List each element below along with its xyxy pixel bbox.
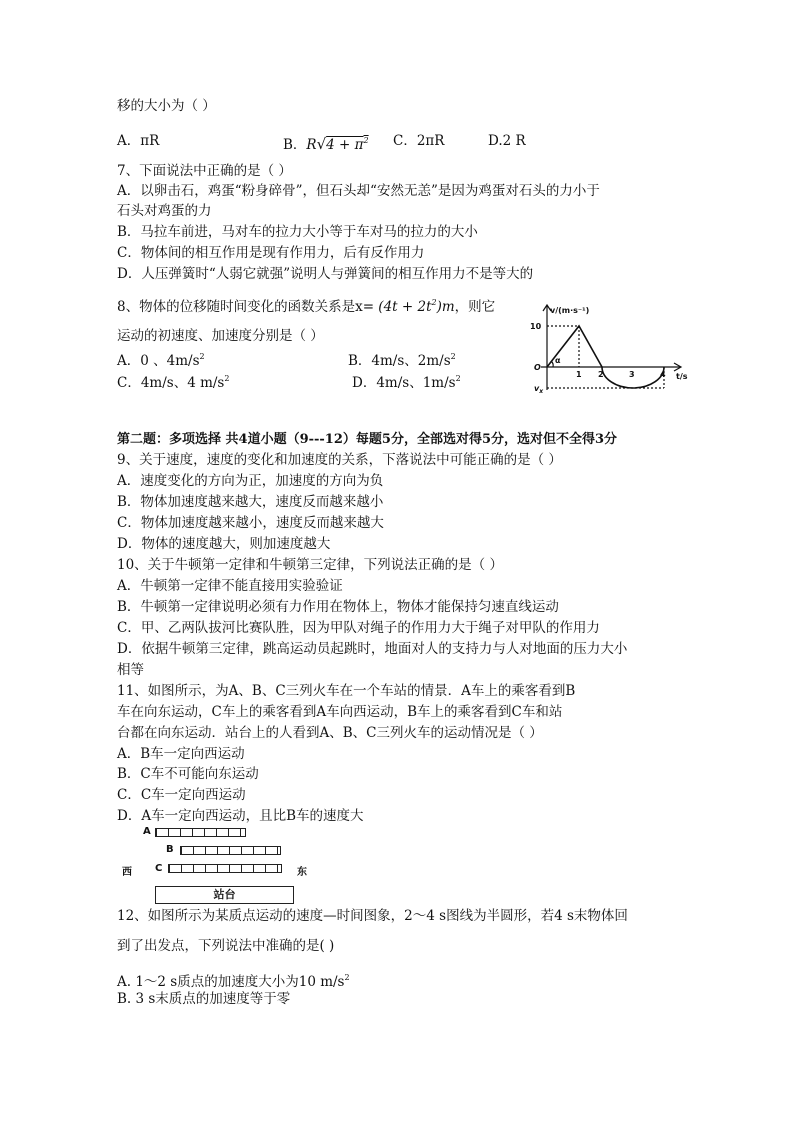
q8-stem xyxy=(117,293,495,317)
q10-option-b: B．牛顿第一定律说明必须有力作用在物体上，物体才能保持匀速直线运动 xyxy=(117,599,559,615)
q7-stem: 7、下面说法中正确的是（ ） xyxy=(117,163,292,179)
train-b-label: B xyxy=(166,844,174,855)
q8-stem-text: 8、物体的位移随时间变化的函数关系是x xyxy=(117,299,363,315)
q8-option-b-text: B．4m/s、2m/s xyxy=(348,353,451,369)
q6-option-d: D.2 R xyxy=(488,133,526,149)
q10-stem: 10、关于牛顿第一定律和牛顿第三定律，下列说法正确的是（ ） xyxy=(117,557,503,573)
q8-formula-main: = (4t + 2t xyxy=(362,299,432,315)
q6-option-b xyxy=(283,131,369,155)
q7-option-b: B．马拉车前进，马对车的拉力大小等于车对马的拉力的大小 xyxy=(117,224,478,240)
q7-option-d: D．人压弹簧时“人弱它就强”说明人与弹簧间的相互作用力不是等大的 xyxy=(117,266,534,282)
q8-option-b-exp: 2 xyxy=(450,352,456,361)
q11-option-b: B．C车不可能向东运动 xyxy=(117,766,259,782)
graph-xtick-1: 1 xyxy=(576,370,582,379)
q6-tail: 移的大小为（ ） xyxy=(117,98,216,114)
q9-stem: 9、关于速度，速度的变化和加速度的关系，下落说法中可能正确的是（ ） xyxy=(117,452,562,468)
graph-vx-main: v xyxy=(534,384,540,393)
q11-option-a: A．B车一定向西运动 xyxy=(117,746,245,762)
q10-option-d-line2: 相等 xyxy=(117,662,144,678)
q6-option-b-inner: 4 + π xyxy=(326,137,364,153)
q8-option-c-exp: 2 xyxy=(224,374,230,383)
q9-option-a: A．速度变化的方向为正，加速度的方向为负 xyxy=(117,473,384,489)
q8-stem-line2: 运动的初速度、加速度分别是（ ） xyxy=(117,328,324,344)
q11-option-d: D．A车一定向西运动，且比B车的速度大 xyxy=(117,808,364,824)
q8-option-a xyxy=(117,347,205,371)
q8-formula-unit: )m xyxy=(436,299,455,315)
graph-xtick-4: 4 xyxy=(660,370,666,379)
graph-ylabel: v/(m·s⁻¹) xyxy=(550,306,590,315)
q8-option-b xyxy=(348,347,456,371)
q12-option-a-exp: 2 xyxy=(344,973,350,982)
angle-arc xyxy=(551,361,553,367)
q8-option-a-text: A．0 、4m/s xyxy=(117,353,200,369)
q9-option-d: D．物体的速度越大，则加速度越大 xyxy=(117,536,331,552)
station-platform: 站台 xyxy=(155,886,294,904)
graph-vx xyxy=(534,384,544,395)
q7-option-c: C．物体间的相互作用是现有作用力，后有反作用力 xyxy=(117,245,425,261)
q8-stem-end: ，则它 xyxy=(454,299,496,315)
q9-option-b: B．物体加速度越来越大，速度反而越来越小 xyxy=(117,494,384,510)
q11-option-c: C．C车一定向西运动 xyxy=(117,787,246,803)
train-a-label: A xyxy=(143,826,151,837)
q9-option-c: C．物体加速度越来越小，速度反而越来越大 xyxy=(117,515,384,531)
q7-option-a-line2: 石头对鸡蛋的力 xyxy=(117,203,212,219)
q6-option-b-r: R xyxy=(306,137,317,153)
graph-xlabel: t/s xyxy=(676,372,688,381)
q11-stem-line2: 车在向东运动，C车上的乘客看到A车向西运动，B车上的乘客看到C车和站 xyxy=(117,704,563,720)
q8-option-d xyxy=(352,369,461,393)
q6-option-c: C．2πR xyxy=(393,133,445,149)
q8-formula-exp: 2 xyxy=(431,298,437,307)
q8-option-a-exp: 2 xyxy=(199,352,205,361)
q7-option-a-line1: A．以卵击石，鸡蛋“粉身碎骨”，但石头却“安然无恙”是因为鸡蛋对石头的力小于 xyxy=(117,183,600,199)
q8-option-c xyxy=(117,369,229,393)
train-b xyxy=(180,846,281,855)
west-label: 西 xyxy=(122,867,132,878)
train-c xyxy=(168,864,282,873)
q12-option-a-text: A. 1～2 s质点的加速度大小为10 m/s xyxy=(117,974,345,990)
q8-formula xyxy=(363,299,455,315)
graph-vx-sub: x xyxy=(539,388,544,395)
east-label: 东 xyxy=(297,867,307,878)
q12-option-b: B. 3 s末质点的加速度等于零 xyxy=(117,991,291,1007)
q8-option-c-text: C．4m/s、4 m/s xyxy=(117,375,225,391)
q6-option-a: A．πR xyxy=(117,133,160,149)
q12-stem-line2: 到了出发点，下列说法中准确的是( ) xyxy=(117,938,335,954)
graph-ytick: 10 xyxy=(530,322,542,331)
q6-option-b-exp: 2 xyxy=(363,136,369,145)
graph-origin: O xyxy=(534,363,541,372)
q12-stem-line1: 12、如图所示为某质点运动的速度—时间图象，2～4 s图线为半圆形，若4 s末物体回 xyxy=(117,908,628,924)
q6-option-b-label: B． xyxy=(283,137,307,153)
q10-option-d-line1: D．依据牛顿第三定律，跳高运动员起跳时，地面对人的支持力与人对地面的压力大小 xyxy=(117,641,628,657)
graph-xtick-3: 3 xyxy=(629,370,635,379)
q6-option-b-radicand xyxy=(326,137,368,153)
q10-option-c: C．甲、乙两队拔河比赛队胜，因为甲队对绳子的作用力大于绳子对甲队的作用力 xyxy=(117,620,600,636)
q11-stem-line1: 11、如图所示，为A、B、C三列火车在一个车站的情景．A车上的乘客看到B xyxy=(117,683,576,699)
velocity-time-graph xyxy=(528,300,690,406)
train-c-label: C xyxy=(155,863,163,874)
graph-xtick-2: 2 xyxy=(598,370,604,379)
graph-angle: α xyxy=(555,356,561,365)
q11-stem-line3: 台都在向东运动．站台上的人看到A、B、C三列火车的运动情况是（ ） xyxy=(117,725,543,741)
q8-option-d-exp: 2 xyxy=(455,374,461,383)
train-a xyxy=(155,828,246,837)
section2-heading: 第二题：多项选择 共4道小题（9---12）每题5分，全部选对得5分，选对但不全得3分 xyxy=(117,432,618,447)
sqrt-sign: √ xyxy=(316,135,327,153)
q10-option-a: A．牛顿第一定律不能直接用实验验证 xyxy=(117,578,343,594)
q8-option-d-text: D．4m/s、1m/s xyxy=(352,375,456,391)
